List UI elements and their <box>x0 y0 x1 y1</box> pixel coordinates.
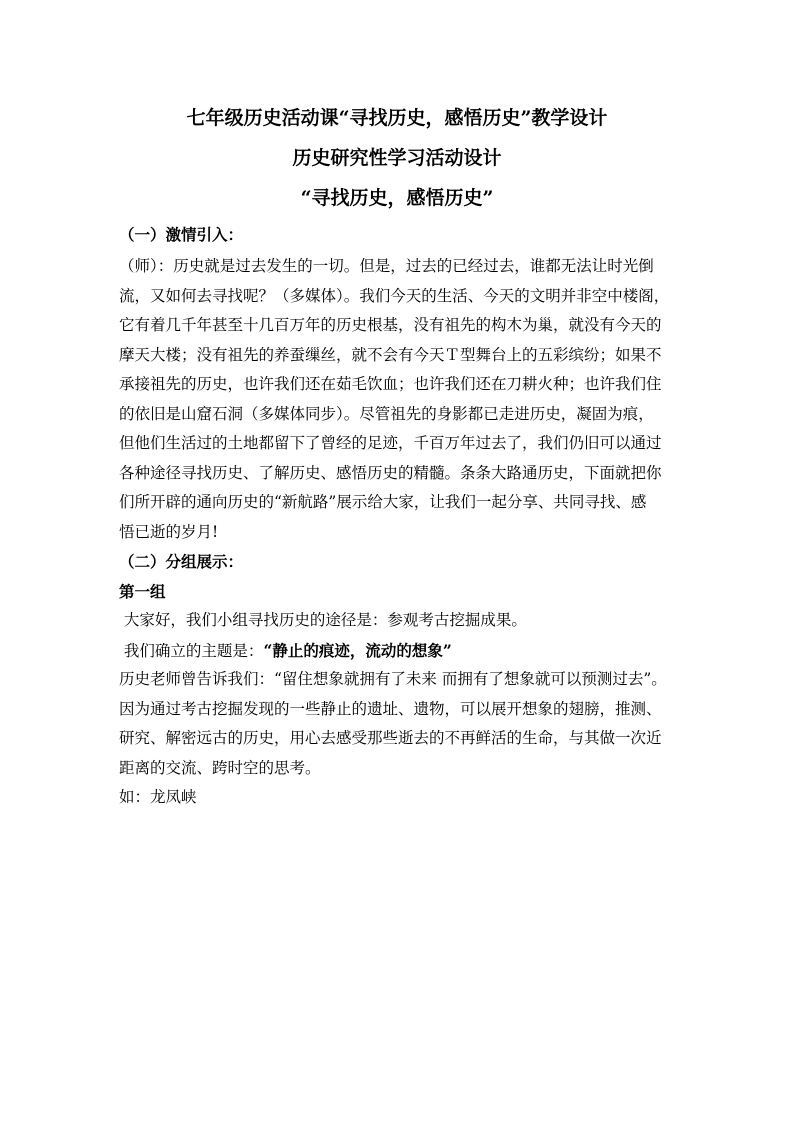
section-heading-group-display: （二）分组展示： <box>119 552 244 571</box>
paragraph-line: 它有着几千年甚至十几百万年的历史根基，没有祖先的构木为巢，就没有今天的 <box>119 316 662 334</box>
paragraph-line: 因为通过考古挖掘发现的一些静止的遗址、遗物，可以展开想象的翅膀，推测、 <box>119 699 662 718</box>
section-heading-introduction: （一）激情引入： <box>119 225 244 244</box>
group-theme-line <box>119 636 689 666</box>
paragraph-line: 但他们生活过的土地都留下了曾经的足迹，千百万年过去了，我们仍旧可以通过 <box>119 434 662 452</box>
theme-bold-text: “静止的痕迹，流动的想象” <box>263 640 452 660</box>
paragraph-line: 研究、解密远古的历史，用心去感受那些逝去的不再鲜活的生命，与其做一次近 <box>119 729 662 747</box>
paragraph-line: 悟已逝的岁月! <box>119 522 219 541</box>
paragraph-line: 们所开辟的通向历史的“新航路”展示给大家，让我们一起分享、共同寻找、感 <box>119 493 647 511</box>
document-title: 七年级历史活动课“寻找历史，感悟历史”教学设计 <box>186 107 608 129</box>
paragraph-line: 的依旧是山窟石洞（多媒体同步）。尽管祖先的身影都已走进历史，凝固为痕， <box>119 404 654 423</box>
paragraph-line: 如：龙凤峡 <box>119 788 197 806</box>
group-intro-line: 大家好，我们小组寻找历史的途径是：参观考古挖掘成果。 <box>119 611 527 629</box>
paragraph-line: 各种途径寻找历史、了解历史、感悟历史的精髓。条条大路通历史，下面就把你 <box>119 463 662 482</box>
paragraph-line: 距离的交流、跨时空的思考。 <box>119 758 321 777</box>
paragraph-line: （师）：历史就是过去发生的一切。但是，过去的已经过去，谁都无法让时光倒 <box>119 257 654 275</box>
paragraph-line: 承接祖先的历史，也许我们还在茹毛饮血；也许我们还在刀耕火种；也许我们住 <box>119 375 662 393</box>
document-theme-title: “寻找历史，感悟历史” <box>300 187 494 209</box>
paragraph-line: 历史老师曾告诉我们：“留住想象就拥有了未来 而拥有了想象就可以预测过去”。 <box>119 670 667 688</box>
paragraph-line: 流，又如何去寻找呢？（多媒体）。我们今天的生活、今天的文明并非空中楼阁， <box>119 286 670 305</box>
theme-prefix: 我们确立的主题是： <box>119 641 264 660</box>
document-body <box>119 224 689 813</box>
group-title: 第一组 <box>119 581 166 601</box>
document-subtitle: 历史研究性学习活动设计 <box>292 147 502 169</box>
paragraph-line: 摩天大楼；没有祖先的养蚕缫丝，就不会有今天Ｔ型舞台上的五彩缤纷；如果不 <box>119 345 662 364</box>
